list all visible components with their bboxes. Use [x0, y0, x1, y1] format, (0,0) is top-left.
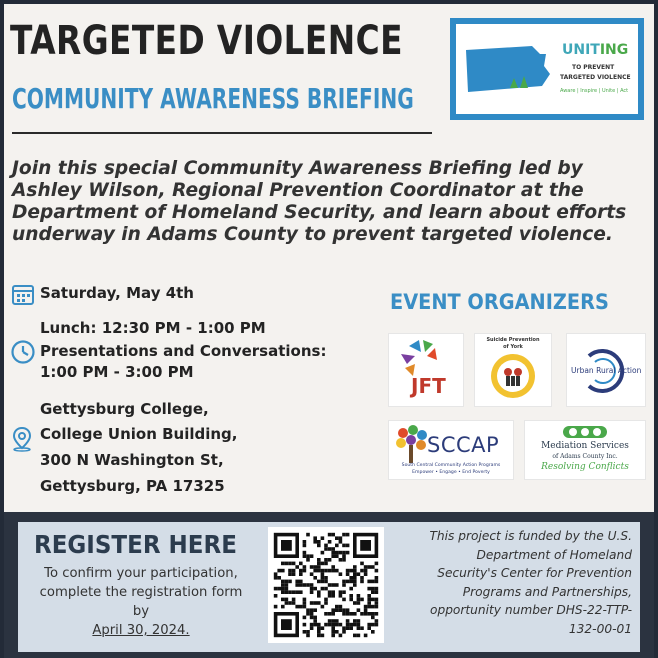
registration-qr-code[interactable]	[268, 527, 384, 643]
clock-icon	[10, 339, 36, 365]
sccap-subtext-1: South Central Community Action Programs	[401, 463, 501, 468]
spy-text-1: Suicide Prevention	[486, 337, 540, 343]
flyer-title: TARGETED VIOLENCE	[10, 18, 403, 64]
mediation-circles-icon	[525, 424, 645, 440]
register-text: To confirm your participation, complete the registration form by	[39, 566, 243, 619]
mediation-services-logo	[524, 420, 646, 480]
register-instructions	[36, 564, 246, 640]
ura-text: Urban Rural Action	[571, 366, 642, 375]
logo-tagline-1: TO PREVENT	[572, 64, 615, 71]
mediation-text-1: Mediation Services	[541, 441, 629, 451]
jft-text: JFT	[411, 374, 446, 398]
location-line-4: Gettysburg, PA 17325	[40, 477, 225, 495]
event-presentations-time: 1:00 PM - 3:00 PM	[40, 363, 194, 381]
sccap-logo	[388, 420, 514, 480]
sccap-text: SCCAP	[427, 433, 500, 457]
logo-wordmark: UNITING	[562, 42, 629, 58]
event-date: Saturday, May 4th	[40, 284, 194, 302]
organizers-heading: EVENT ORGANIZERS	[390, 290, 609, 314]
urban-rural-action-logo	[566, 333, 646, 407]
uniting-logo-card	[456, 24, 638, 114]
title-divider	[12, 132, 432, 134]
pennsylvania-map-icon	[462, 40, 552, 100]
event-lunch-time: Lunch: 12:30 PM - 1:00 PM	[40, 319, 266, 337]
funding-notice: This project is funded by the U.S. Department of Homeland Security's Center for Prevention Programs and Partnerships, opportunity number DHS-22-TTP-132-00-01	[429, 529, 632, 636]
mediation-text-3: Resolving Conflicts	[541, 462, 629, 472]
spy-text-2: of York	[503, 344, 523, 350]
intro-paragraph: Join this special Community Awareness Briefing led by Ashley Wilson, Regional Prevention Coordinator at the Department of Homeland Security, and learn about efforts underway in Adams County to prevent targeted violence.	[12, 158, 627, 245]
location-line-2: College Union Building,	[40, 425, 238, 443]
suicide-prevention-york-logo	[474, 333, 552, 407]
uniting-logo	[450, 18, 644, 120]
logo-tagline-3: Aware | Inspire | Unite | Act	[560, 88, 629, 94]
register-heading: REGISTER HERE	[34, 530, 237, 559]
register-deadline: April 30, 2024.	[92, 623, 190, 638]
jft-logo	[388, 333, 464, 407]
mediation-text-2: of Adams County Inc.	[552, 453, 618, 460]
location-pin-icon	[10, 426, 34, 452]
qr-code-icon	[268, 527, 384, 643]
spy-emblem-icon	[475, 334, 551, 406]
logo-tagline-2: TARGETED VIOLENCE	[560, 74, 631, 81]
calendar-icon	[11, 282, 35, 306]
sccap-subtext-2: Empower • Engage • End Poverty	[412, 470, 490, 475]
flyer-subtitle: COMMUNITY AWARENESS BRIEFING	[12, 82, 414, 115]
sccap-tree-icon	[391, 423, 431, 465]
location-line-3: 300 N Washington St,	[40, 451, 224, 469]
location-line-1: Gettysburg College,	[40, 400, 209, 418]
event-presentations: Presentations and Conversations:	[40, 342, 327, 360]
